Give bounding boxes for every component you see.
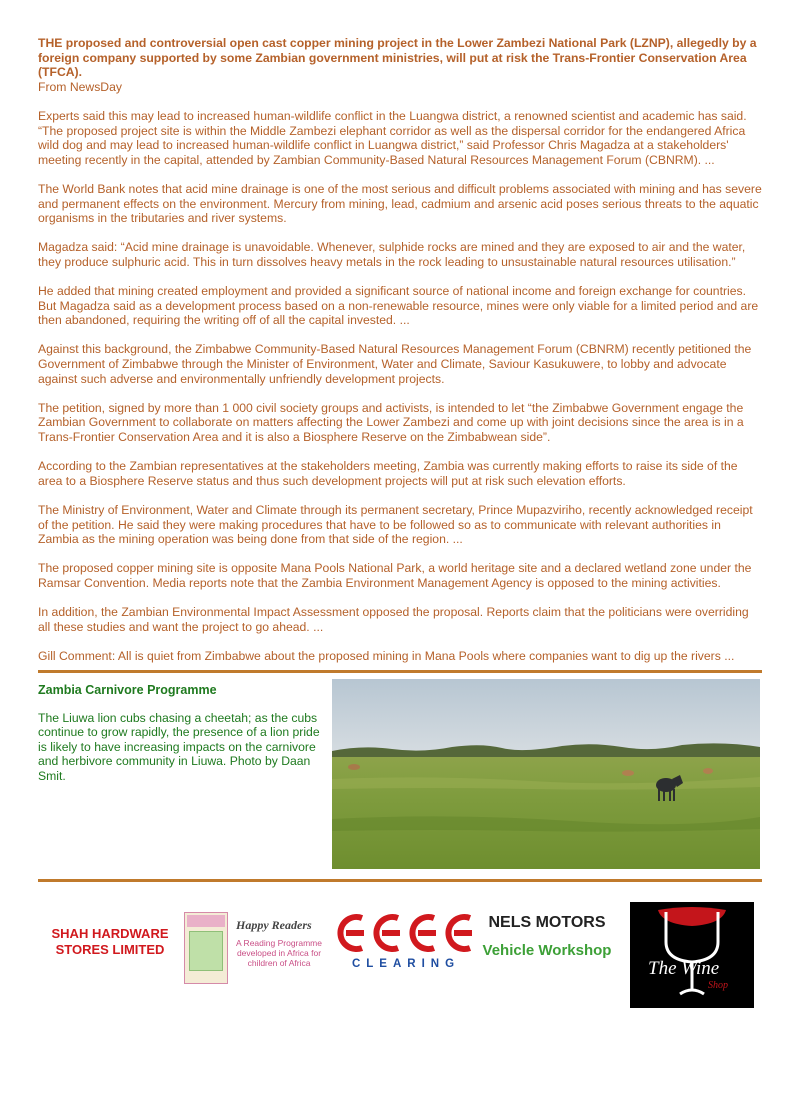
sponsor-strip [38, 894, 764, 1014]
feature-title: Zambia Carnivore Programme [38, 682, 217, 697]
article-body [38, 109, 764, 634]
esse-clearing-text: CLEARING [351, 957, 461, 970]
lion-cubs-savanna-photo [332, 679, 760, 869]
esse-logo-icon [330, 908, 476, 958]
article-paragraph: According to the Zambian representatives at the stakeholders meeting, Zambia was currently making efforts to raise its side of the area to a Biosphere Reserve status and thus such development projects will put at risk such elevation efforts. [38, 459, 738, 488]
article [38, 36, 764, 664]
article-source: From NewsDay [38, 79, 122, 94]
feature-section [38, 679, 764, 869]
happy-readers-title: Happy Readers [236, 917, 312, 932]
article-paragraph: The World Bank notes that acid mine drainage is one of the most serious and difficult problems associated with mining and has severe and permanent effects on the environment. Mercury from mining, lead, cadmium and arsenic acid poses serious threats to the aquatic organisms in the tributaries and river systems. [38, 181, 762, 226]
article-paragraph: The proposed copper mining site is opposite Mana Pools National Park, a world heritage site and a declared wetland zone under the Ramsar Convention. Media reports note that the Zambia Environment Management Agency is opposed to the mining activities. [38, 561, 752, 590]
wine-shop-word: The Wine [648, 957, 720, 979]
happy-readers-tagline: A Reading Programme developed in Africa for children of Africa [236, 937, 322, 968]
wine-shop-label: Shop [708, 979, 728, 991]
section-divider [38, 670, 762, 673]
gill-comment: Gill Comment: All is quiet from Zimbabwe about the proposed mining in Mana Pools where companies want to dig up the rivers ... [38, 648, 735, 663]
article-paragraph: He added that mining created employment and provided a significant source of national income and foreign exchange for countries. But Magadza said as a development process based on a non-renewable resource, mines were only viable for a limited period and are then abandoned, requiring the writing off of all the capital invested. ... [38, 284, 759, 328]
shah-hardware-logo: SHAH HARDWARE STORES LIMITED [51, 925, 169, 957]
article-paragraph: The Ministry of Environment, Water and Climate through its permanent secretary, Prince Mupazviriho, recently acknowledged receipt of the petition. He said they were making procedures that have to be followed so as to communicate with relevant authorities in Zambia as the mining operation was being done from that side of the region. ... [38, 503, 753, 547]
article-paragraph: Against this background, the Zimbabwe Community-Based Natural Resources Management Forum (CBNRM) recently petitioned the Government of Zimbabwe through the Minister of Environment, Water and Climate, Saviour Kasukuwere, to lobby and advocate against such adverse and environmentally unfriendly development projects. [38, 342, 752, 386]
book-cover-icon [184, 912, 228, 984]
section-divider-bottom [38, 879, 762, 882]
wine-glass-icon [630, 902, 754, 1008]
nels-motors-logo [480, 914, 614, 960]
article-paragraph: Experts said this may lead to increased human-wildlife conflict in the Luangwa district, a renowned scientist and academic has said. “The proposed project site is within the Middle Zambezi elephant corridor as well as the dispersal corridor for the endangered Africa wild dog and may lead to increased human-wildlife conflict in Luangwa district,” said Professor Chris Magadza at a stakeholders' meeting recently in the capital, attended by Zambian Community-Based Natural Resources Management Forum (CBNRM). ... [38, 108, 747, 167]
article-paragraph: Magadza said: “Acid mine drainage is unavoidable. Whenever, sulphide rocks are mined and they are exposed to air and the water, they produce sulphuric acid. This in turn dissolves heavy metals in the rock leading to unsustainable natural resources utilisation.” [38, 240, 746, 269]
article-lead: THE proposed and controversial open cast copper mining project in the Lower Zambezi National Park (LZNP), allegedly by a foreign company supported by some Zambian government ministries, will put at risk the Trans-Frontier Conservation Area (TFCA). [38, 36, 757, 80]
wine-shop-logo [630, 902, 754, 1008]
article-paragraph: In addition, the Zambian Environmental Impact Assessment opposed the proposal. Reports claim that the politicians were overriding all these studies and want the project to go ahead. ... [38, 605, 749, 634]
happy-readers-logo [184, 912, 324, 984]
nels-motors-tagline: Vehicle Workshop [482, 941, 612, 959]
article-paragraph: The petition, signed by more than 1 000 civil society groups and activists, is intended to let “the Zimbabwe Government engage the Zambian Government to collaborate on matters affecting the Lower Zambezi and come up with joint decisions since the area is in a Trans-Frontier Conservation Area and it is also a Biosphere Reserve on the Zimbabwean side”. [38, 400, 744, 445]
feature-text [38, 679, 330, 869]
esse-clearing-logo [330, 908, 476, 990]
feature-caption: The Liuwa lion cubs chasing a cheetah; as the cubs continue to grow rapidly, the presence of a lion pride is likely to have increasing impacts on the carnivore and herbivore community in Liuwa. Photo by Daan Smit. [38, 710, 320, 783]
nels-motors-name: NELS MOTORS [488, 913, 606, 931]
